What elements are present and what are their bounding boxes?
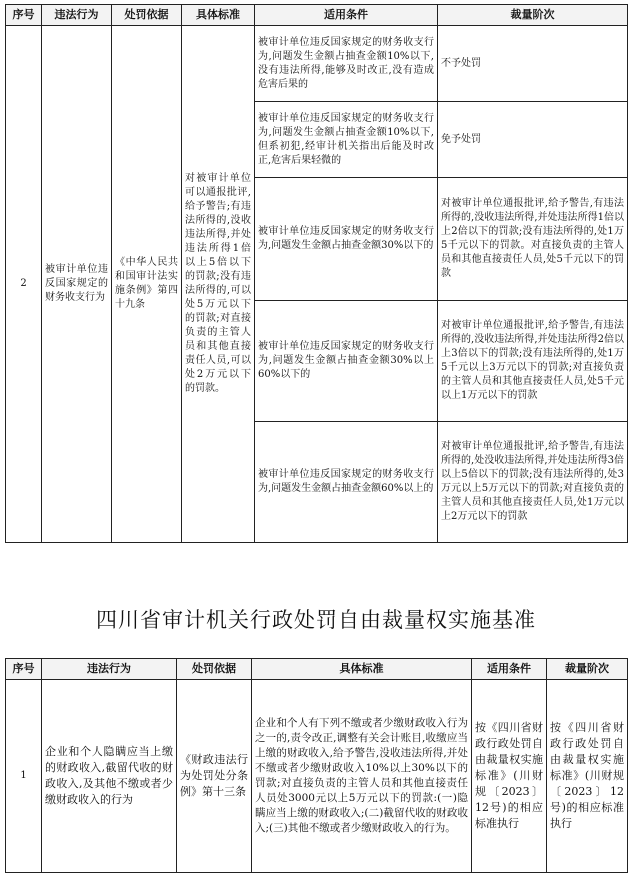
violation-cell: 被审计单位违反国家规定的财务收支行为 (42, 26, 112, 543)
condition-cell: 被审计单位违反国家规定的财务收支行为,问题发生金额占抽查金额30%以下的 (255, 178, 438, 301)
page-title: 四川省审计机关行政处罚自由裁量权实施基准 (96, 608, 536, 632)
table-header-row (6, 5, 628, 26)
header-level: 裁量阶次 (438, 5, 628, 26)
header-seq: 序号 (6, 659, 42, 680)
header-basis: 处罚依据 (112, 5, 182, 26)
violation-cell: 企业和个人隐瞒应当上缴的财政收入,截留代收的财政收入,及其他不缴或者少缴财政收入的行为 (42, 680, 177, 873)
condition-cell: 被审计单位违反国家规定的财务收支行为,问题发生金额占抽查金额60%以上的 (255, 422, 438, 543)
seq-cell: 2 (6, 26, 42, 543)
finance-discretion-table (5, 658, 628, 873)
header-standard: 具体标准 (252, 659, 472, 680)
audit-discretion-table (5, 4, 628, 543)
condition-cell: 被审计单位违反国家规定的财务收支行为,问题发生金额占抽查金额10%以下,没有违法所得,能够及时改正,没有造成危害后果的 (255, 26, 438, 102)
table-row (6, 26, 628, 102)
level-cell: 对被审计单位通报批评,给予警告,有违法所得的,处没收违法所得,并处违法所得3倍以上5倍以下的罚款;没有违法所得的,处3万元以上5万元以下的罚款;对直接负责的主管人员和其他直接责任人员,处1万元以上2万元以下的罚款 (438, 422, 628, 543)
basis-cell: 《财政违法行为处罚处分条例》第十三条 (177, 680, 252, 873)
table-row (6, 680, 628, 873)
level-cell: 对被审计单位通报批评,给予警告,有违法所得的,没收违法所得,并处违法所得1倍以上2倍以下的罚款;没有违法所得的,处1万5千元以下的罚款。对直接负责的主管人员和其他直接责任人员,处5千元以下的罚款 (438, 178, 628, 301)
table-header-row (6, 659, 628, 680)
level-cell: 对被审计单位通报批评,给予警告,有违法所得的,没收违法所得,并处违法所得2倍以上3倍以下的罚款;没有违法所得的,处1万5千元以上3万元以下的罚款;对直接负责的主管人员和其他直接责任人员,处5千元以上1万元以下的罚款 (438, 301, 628, 422)
header-violation: 违法行为 (42, 5, 112, 26)
seq-cell: 1 (6, 680, 42, 873)
level-cell: 按《四川省财政行政处罚自由裁量权实施标准》(川财规〔2023〕12号)的相应标准执行 (547, 680, 628, 873)
standard-cell: 对被审计单位可以通报批评,给予警告;有违法所得的,没收违法所得,并处违法所得1倍以上5倍以下的罚款;没有违法所得的,可以处5万元以下的罚款;对直接负责的主管人员和其他直接责任人员,可以处2万元以下的罚款。 (182, 26, 255, 543)
standard-cell: 企业和个人有下列不缴或者少缴财政收入行为之一的,责令改正,调整有关会计账目,收缴应当上缴的财政收入,给予警告,没收违法所得,并处不缴或者少缴财政收入10%以上30%以下的罚款;对直接负责的主管人员和其他直接责任人员处3000元以上5万元以下的罚款:(一)隐瞒应当上缴的财政收入;(二)截留代收的财政收入;(三)其他不缴或者少缴财政收入的行为。 (252, 680, 472, 873)
condition-cell: 被审计单位违反国家规定的财务收支行为,问题发生金额占抽查金额10%以下,但系初犯,经审计机关指出后能及时改正,危害后果轻微的 (255, 102, 438, 178)
header-basis: 处罚依据 (177, 659, 252, 680)
header-condition: 适用条件 (472, 659, 547, 680)
level-cell: 不予处罚 (438, 26, 628, 102)
level-cell: 免予处罚 (438, 102, 628, 178)
header-condition: 适用条件 (255, 5, 438, 26)
header-level: 裁量阶次 (547, 659, 628, 680)
condition-cell: 被审计单位违反国家规定的财务收支行为,问题发生金额占抽查金额30%以上60%以下的 (255, 301, 438, 422)
header-seq: 序号 (6, 5, 42, 26)
condition-cell: 按《四川省财政行政处罚自由裁量权实施标准》(川财规〔2023〕12号)的相应标准执行 (472, 680, 547, 873)
basis-cell: 《中华人民共和国审计法实施条例》第四十九条 (112, 26, 182, 543)
header-violation: 违法行为 (42, 659, 177, 680)
header-standard: 具体标准 (182, 5, 255, 26)
